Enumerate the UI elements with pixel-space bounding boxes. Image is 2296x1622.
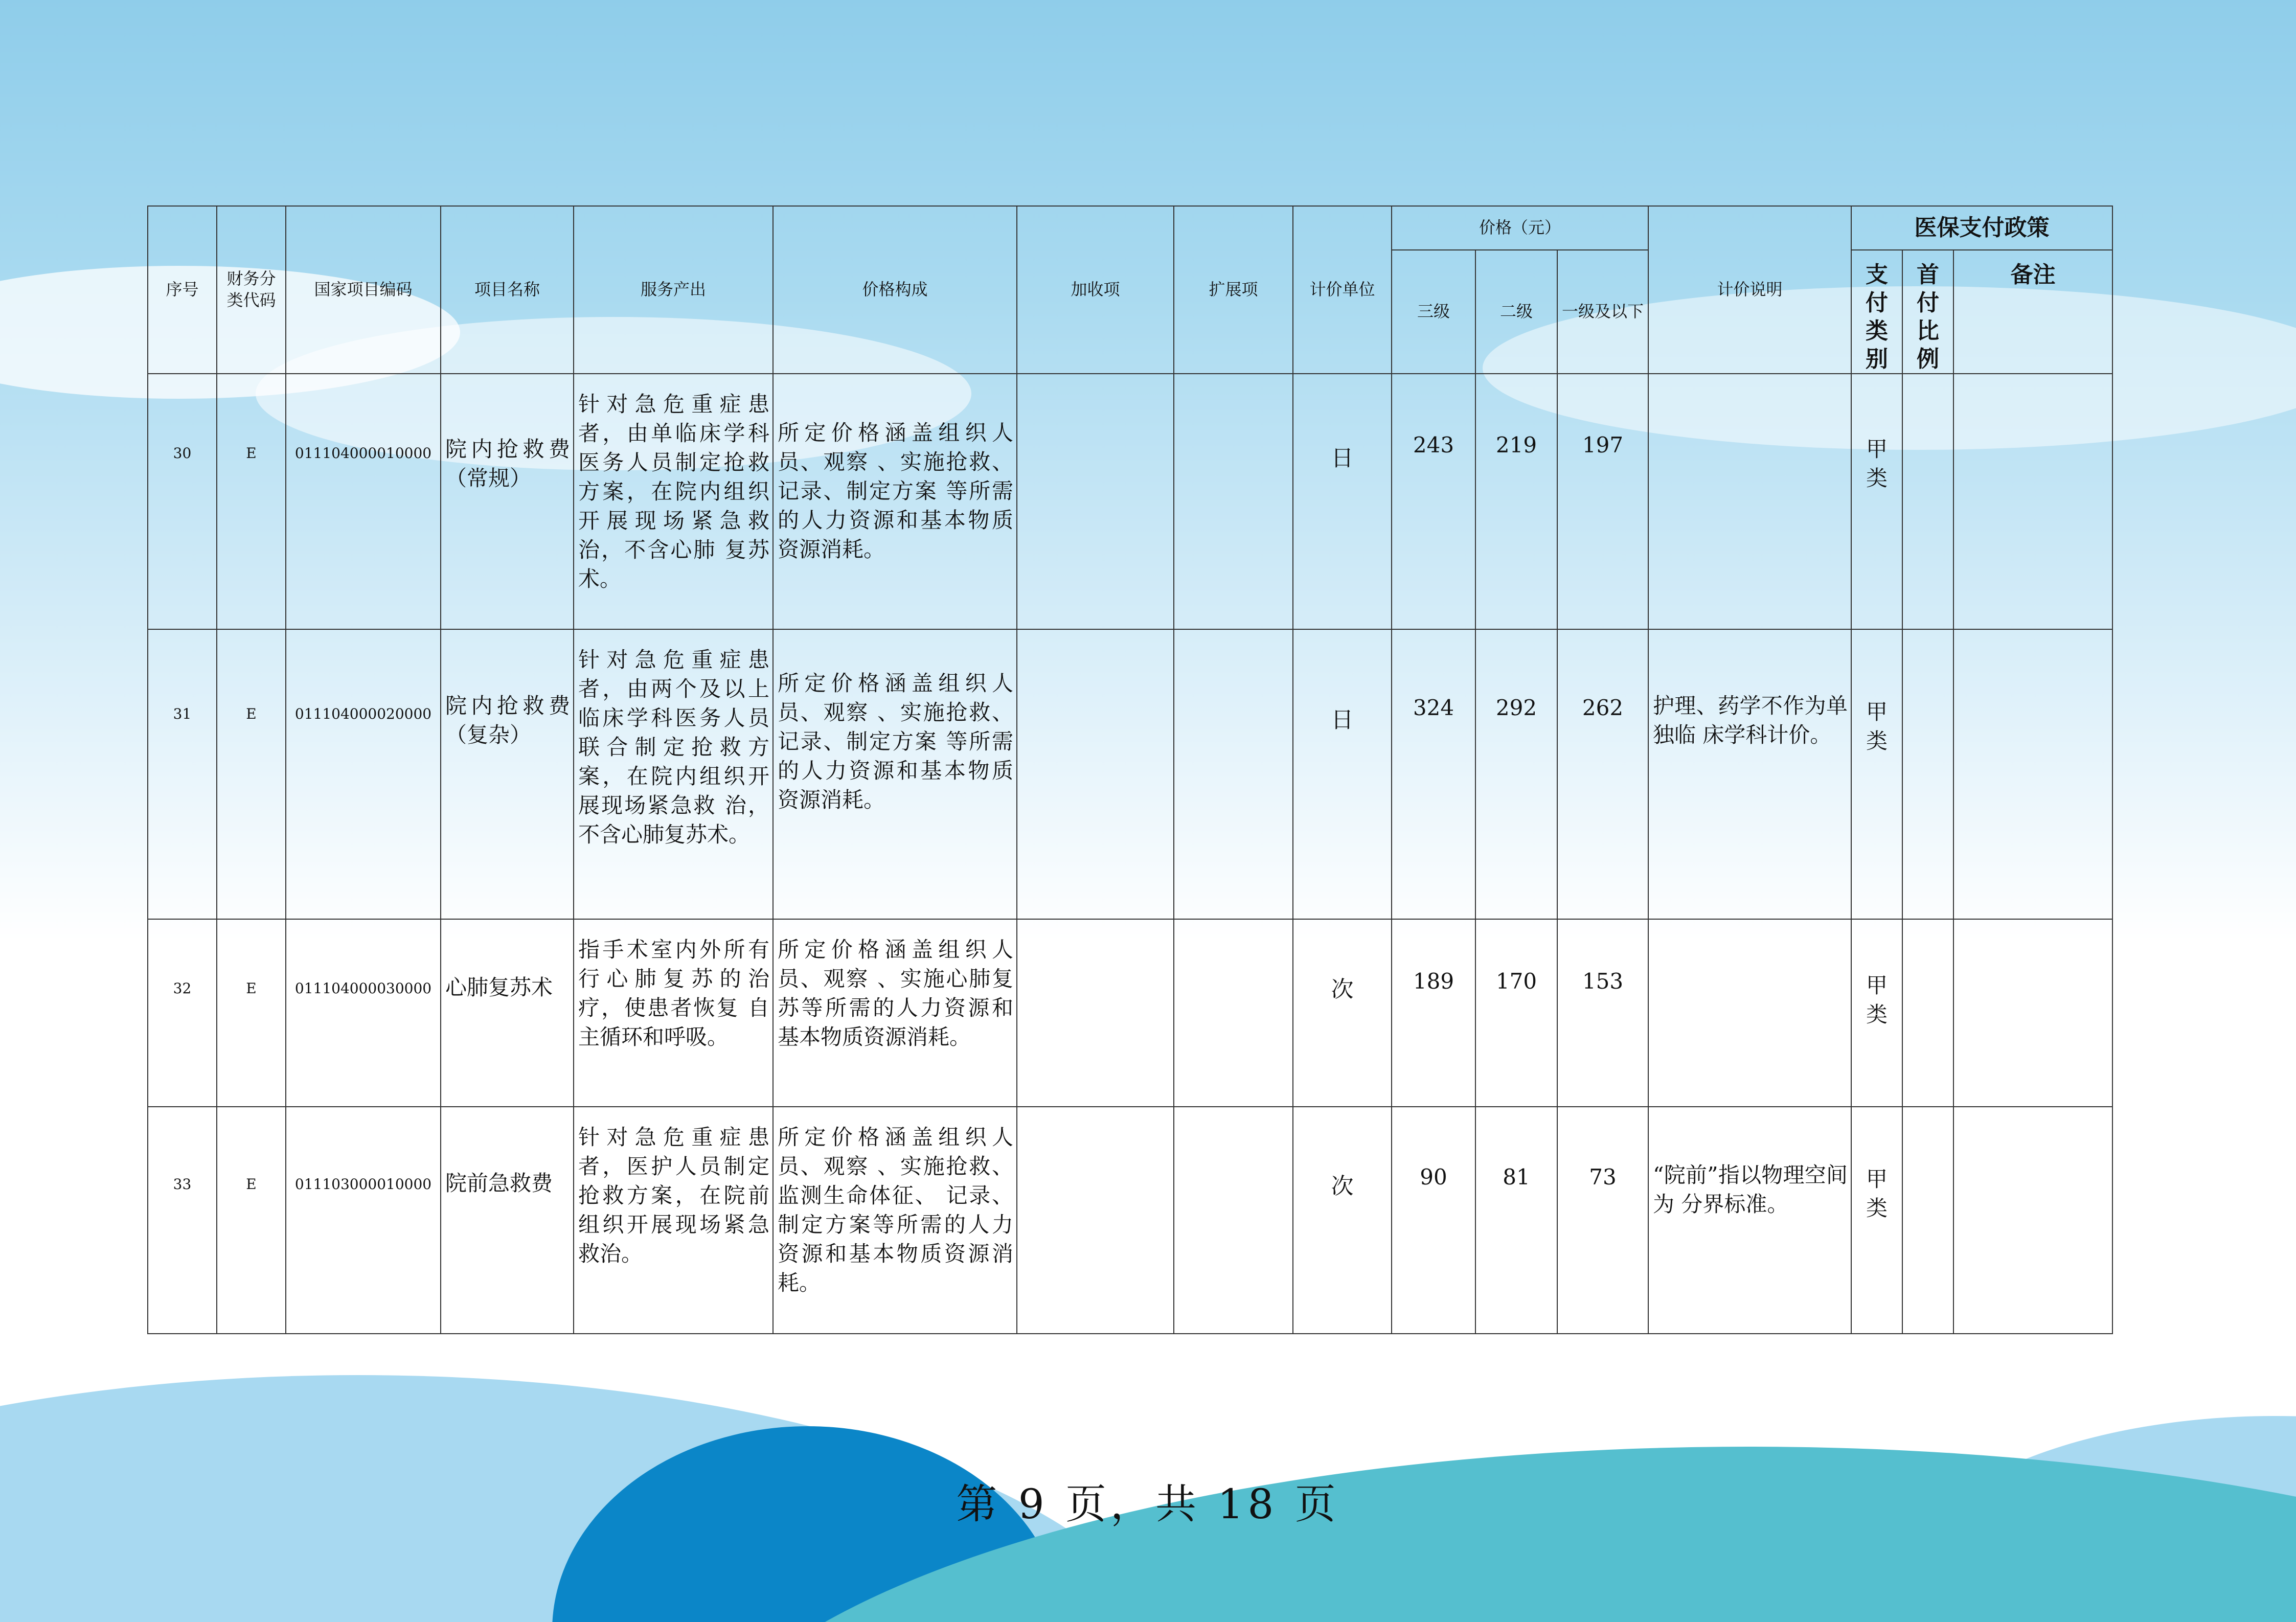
cell-item-name: 院内抢救费（复杂） — [441, 629, 574, 919]
cell-price-composition: 所定价格涵盖组织人员、观察 、实施抢救、记录、制定方案 等所需的人力资源和基本物质 资源消耗。 — [773, 629, 1017, 919]
cell-nat-code: 011103000010000 — [286, 1107, 441, 1334]
cell-fin-code: E — [217, 374, 286, 629]
cell-addon — [1017, 919, 1174, 1107]
header-unit: 计价单位 — [1293, 206, 1392, 374]
cell-nat-code: 011104000010000 — [286, 374, 441, 629]
pricing-table — [147, 205, 2113, 1334]
cell-remark — [1953, 629, 2112, 919]
table-row — [148, 629, 2112, 919]
header-price-group: 价格（元） — [1392, 206, 1648, 250]
cell-price-level3: 189 — [1392, 919, 1475, 1107]
table-row — [148, 1107, 2112, 1334]
cell-extension — [1174, 629, 1293, 919]
header-insurance-group: 医保支付政策 — [1851, 206, 2112, 250]
header-price-composition: 价格构成 — [773, 206, 1017, 374]
cell-pay-type: 甲类 — [1851, 374, 1902, 629]
cell-seq: 31 — [148, 629, 217, 919]
cell-addon — [1017, 1107, 1174, 1334]
cell-price-composition: 所定价格涵盖组织人员、观察 、实施心肺复苏等所需的人力资源和基本物质资源消耗。 — [773, 919, 1017, 1107]
header-pricing-note: 计价说明 — [1648, 206, 1851, 374]
cell-pay-type: 甲类 — [1851, 919, 1902, 1107]
header-remark: 备注 — [1953, 250, 2112, 374]
cell-seq: 33 — [148, 1107, 217, 1334]
cell-remark — [1953, 374, 2112, 629]
cell-seq: 30 — [148, 374, 217, 629]
cell-fin-code: E — [217, 629, 286, 919]
cell-item-name: 心肺复苏术 — [441, 919, 574, 1107]
cell-nat-code: 011104000020000 — [286, 629, 441, 919]
cell-service-output: 针对急危重症患者，由单临床学科医务人员制定抢救方案，在院内组织开展现场紧急救治，不含心肺 复苏术。 — [574, 374, 773, 629]
cell-unit: 日 — [1293, 374, 1392, 629]
cell-pricing-note: 护理、药学不作为单独临 床学科计价。 — [1648, 629, 1851, 919]
cell-price-composition: 所定价格涵盖组织人员、观察 、实施抢救、记录、制定方案 等所需的人力资源和基本物质 资源消耗。 — [773, 374, 1017, 629]
cell-unit: 次 — [1293, 1107, 1392, 1334]
cell-first-ratio — [1902, 629, 1953, 919]
cell-fin-code: E — [217, 919, 286, 1107]
cell-price-level1: 197 — [1557, 374, 1648, 629]
cell-extension — [1174, 374, 1293, 629]
cell-fin-code: E — [217, 1107, 286, 1334]
header-service-output: 服务产出 — [574, 206, 773, 374]
cell-first-ratio — [1902, 1107, 1953, 1334]
cell-price-level1: 153 — [1557, 919, 1648, 1107]
header-level3: 三级 — [1392, 250, 1475, 374]
cell-service-output: 针对急危重症患者，由两个及以上临床学科医务人员联合制定抢救方案，在院内组织开展现场紧急救 治，不含心肺复苏术。 — [574, 629, 773, 919]
header-addon: 加收项 — [1017, 206, 1174, 374]
cell-first-ratio — [1902, 919, 1953, 1107]
header-first-ratio: 首付比例 — [1902, 250, 1953, 374]
cell-price-level1: 73 — [1557, 1107, 1648, 1334]
header-seq: 序号 — [148, 206, 217, 374]
cell-price-composition: 所定价格涵盖组织人员、观察 、实施抢救、监测生命体征、 记录、制定方案等所需的人力 资源和基本物质资源消耗。 — [773, 1107, 1017, 1334]
header-fin-code: 财务分类代码 — [217, 206, 286, 374]
cell-price-level3: 90 — [1392, 1107, 1475, 1334]
table-row — [148, 374, 2112, 629]
cell-pricing-note — [1648, 919, 1851, 1107]
header-level1: 一级及以下 — [1557, 250, 1648, 374]
cell-price-level3: 243 — [1392, 374, 1475, 629]
cell-price-level2: 219 — [1475, 374, 1557, 629]
header-pay-type: 支付类别 — [1851, 250, 1902, 374]
cell-price-level2: 170 — [1475, 919, 1557, 1107]
cell-addon — [1017, 629, 1174, 919]
page-number: 第 9 页，共 18 页 — [956, 1480, 1340, 1528]
cell-unit: 次 — [1293, 919, 1392, 1107]
cell-price-level2: 292 — [1475, 629, 1557, 919]
cell-price-level1: 262 — [1557, 629, 1648, 919]
cell-first-ratio — [1902, 374, 1953, 629]
header-item-name: 项目名称 — [441, 206, 574, 374]
cell-pay-type: 甲类 — [1851, 629, 1902, 919]
cell-extension — [1174, 919, 1293, 1107]
table-header-row — [148, 206, 2112, 250]
cell-price-level2: 81 — [1475, 1107, 1557, 1334]
table-row — [148, 919, 2112, 1107]
cell-service-output: 针对急危重症患者，医护人员制定抢救方案，在院前组织开展现场紧急救治。 — [574, 1107, 773, 1334]
cell-pricing-note: “院前”指以物理空间为 分界标准。 — [1648, 1107, 1851, 1334]
cell-remark — [1953, 919, 2112, 1107]
cell-nat-code: 011104000030000 — [286, 919, 441, 1107]
cell-price-level3: 324 — [1392, 629, 1475, 919]
cell-pay-type: 甲类 — [1851, 1107, 1902, 1334]
cell-service-output: 指手术室内外所有行心肺复苏的治疗，使患者恢复 自主循环和呼吸。 — [574, 919, 773, 1107]
header-level2: 二级 — [1475, 250, 1557, 374]
cell-unit: 日 — [1293, 629, 1392, 919]
cell-extension — [1174, 1107, 1293, 1334]
cell-remark — [1953, 1107, 2112, 1334]
cell-item-name: 院内抢救费（常规） — [441, 374, 574, 629]
cell-seq: 32 — [148, 919, 217, 1107]
cell-addon — [1017, 374, 1174, 629]
cell-pricing-note — [1648, 374, 1851, 629]
cell-item-name: 院前急救费 — [441, 1107, 574, 1334]
header-extension: 扩展项 — [1174, 206, 1293, 374]
header-nat-code: 国家项目编码 — [286, 206, 441, 374]
